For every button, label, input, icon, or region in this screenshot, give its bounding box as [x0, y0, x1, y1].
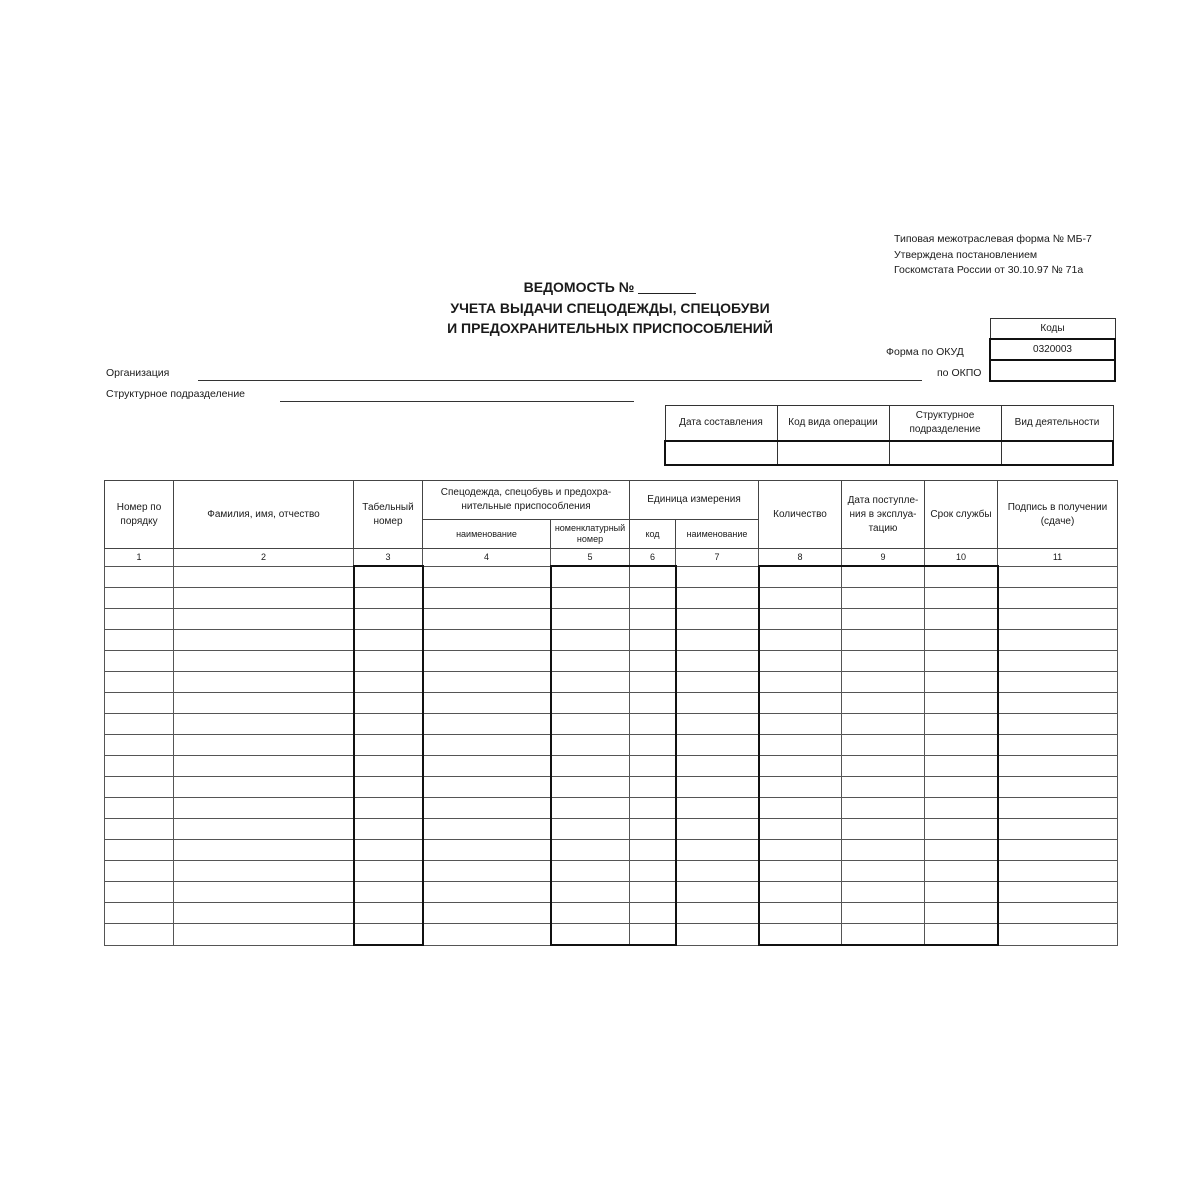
table-cell[interactable] [925, 609, 998, 630]
table-row [105, 756, 1118, 777]
division-label: Структурное подразделение [106, 388, 246, 400]
okud-value[interactable]: 0320003 [990, 339, 1115, 360]
table-cell[interactable] [551, 924, 630, 946]
table-cell[interactable] [354, 756, 423, 777]
header-signature: Подпись в получении (сдаче) [998, 481, 1118, 549]
table-cell[interactable] [423, 903, 551, 924]
meta-value-date[interactable] [665, 441, 777, 465]
table-cell[interactable] [842, 798, 925, 819]
table-cell[interactable] [354, 840, 423, 861]
table-row [105, 735, 1118, 756]
table-cell[interactable] [676, 672, 759, 693]
table-cell[interactable] [925, 651, 998, 672]
table-cell[interactable] [174, 609, 354, 630]
header-unit-name: наименование [676, 520, 759, 549]
table-cell[interactable] [423, 756, 551, 777]
table-cell[interactable] [423, 588, 551, 609]
table-cell[interactable] [842, 756, 925, 777]
column-number: 9 [842, 549, 925, 567]
table-cell[interactable] [630, 651, 676, 672]
table-cell[interactable] [925, 798, 998, 819]
document-number-field[interactable] [638, 279, 696, 294]
column-number: 7 [676, 549, 759, 567]
table-cell[interactable] [551, 840, 630, 861]
form-note-line3: Госкомстата России от 30.10.97 № 71а [894, 264, 1084, 276]
meta-header-activity: Вид деятельности [1001, 406, 1113, 442]
table-cell[interactable] [551, 714, 630, 735]
table-row [105, 566, 1118, 588]
table-cell[interactable] [105, 672, 174, 693]
header-quantity: Количество [759, 481, 842, 549]
table-cell[interactable] [998, 882, 1118, 903]
table-row [105, 609, 1118, 630]
table-cell[interactable] [105, 882, 174, 903]
table-cell[interactable] [423, 840, 551, 861]
main-table [104, 480, 1118, 946]
table-cell[interactable] [354, 588, 423, 609]
table-cell[interactable] [174, 903, 354, 924]
table-cell[interactable] [676, 903, 759, 924]
table-cell[interactable] [998, 735, 1118, 756]
table-cell[interactable] [759, 756, 842, 777]
title-line1: ВЕДОМОСТЬ № [523, 279, 635, 295]
table-cell[interactable] [998, 651, 1118, 672]
table-cell[interactable] [925, 756, 998, 777]
table-row [105, 714, 1118, 735]
table-cell[interactable] [998, 798, 1118, 819]
table-cell[interactable] [759, 566, 842, 588]
table-cell[interactable] [759, 714, 842, 735]
table-cell[interactable] [925, 777, 998, 798]
table-cell[interactable] [105, 566, 174, 588]
table-cell[interactable] [998, 840, 1118, 861]
header-full-name: Фамилия, имя, отчество [174, 481, 354, 549]
form-note-line2: Утверждена постановлением [894, 248, 1038, 261]
table-cell[interactable] [174, 861, 354, 882]
table-cell[interactable] [423, 651, 551, 672]
table-cell[interactable] [676, 840, 759, 861]
table-cell[interactable] [676, 651, 759, 672]
table-row [105, 798, 1118, 819]
table-cell[interactable] [105, 840, 174, 861]
table-cell[interactable] [925, 924, 998, 946]
table-cell[interactable] [105, 693, 174, 714]
table-cell[interactable] [842, 924, 925, 946]
column-number: 5 [551, 549, 630, 567]
table-cell[interactable] [925, 566, 998, 588]
table-cell[interactable] [105, 798, 174, 819]
header-clothing-name: наименование [423, 520, 551, 549]
form-note-line1: Типовая межотраслевая форма № МБ-7 [894, 233, 1092, 245]
table-cell[interactable] [551, 798, 630, 819]
table-cell[interactable] [551, 693, 630, 714]
column-number: 4 [423, 549, 551, 567]
table-row [105, 861, 1118, 882]
table-cell[interactable] [759, 819, 842, 840]
table-row [105, 882, 1118, 903]
table-cell[interactable] [676, 588, 759, 609]
organization-label: Организация [106, 367, 170, 379]
header-unit-code: код [630, 520, 676, 549]
table-cell[interactable] [630, 693, 676, 714]
column-number: 6 [630, 549, 676, 567]
table-cell[interactable] [551, 819, 630, 840]
table-cell[interactable] [925, 819, 998, 840]
table-cell[interactable] [630, 903, 676, 924]
meta-header-date: Дата составления [665, 406, 777, 442]
meta-value-division[interactable] [889, 441, 1001, 465]
table-cell[interactable] [630, 672, 676, 693]
table-cell[interactable] [551, 566, 630, 588]
table-cell[interactable] [551, 588, 630, 609]
table-cell[interactable] [925, 735, 998, 756]
table-cell[interactable] [423, 924, 551, 946]
table-cell[interactable] [759, 882, 842, 903]
table-cell[interactable] [998, 693, 1118, 714]
table-cell[interactable] [354, 861, 423, 882]
table-cell[interactable] [354, 798, 423, 819]
table-cell[interactable] [105, 651, 174, 672]
table-cell[interactable] [105, 861, 174, 882]
table-cell[interactable] [423, 672, 551, 693]
column-number: 1 [105, 549, 174, 567]
form-note [894, 232, 1092, 279]
table-cell[interactable] [174, 651, 354, 672]
table-cell[interactable] [551, 882, 630, 903]
table-cell[interactable] [630, 819, 676, 840]
table-cell[interactable] [423, 777, 551, 798]
table-cell[interactable] [630, 756, 676, 777]
table-cell[interactable] [174, 566, 354, 588]
table-cell[interactable] [423, 861, 551, 882]
okpo-value[interactable] [990, 360, 1115, 381]
table-cell[interactable] [630, 798, 676, 819]
table-cell[interactable] [842, 735, 925, 756]
table-cell[interactable] [105, 903, 174, 924]
table-cell[interactable] [759, 672, 842, 693]
table-cell[interactable] [423, 735, 551, 756]
table-row [105, 588, 1118, 609]
meta-value-activity[interactable] [1001, 441, 1113, 465]
table-cell[interactable] [759, 588, 842, 609]
table-cell[interactable] [842, 630, 925, 651]
table-cell[interactable] [105, 735, 174, 756]
table-cell[interactable] [925, 861, 998, 882]
document-title [380, 279, 840, 295]
table-cell[interactable] [354, 903, 423, 924]
column-number: 3 [354, 549, 423, 567]
table-cell[interactable] [354, 566, 423, 588]
meta-value-operation-code[interactable] [777, 441, 889, 465]
table-cell[interactable] [925, 840, 998, 861]
table-cell[interactable] [174, 924, 354, 946]
table-cell[interactable] [676, 566, 759, 588]
table-row [105, 630, 1118, 651]
table-cell[interactable] [551, 630, 630, 651]
table-cell[interactable] [759, 630, 842, 651]
table-cell[interactable] [423, 693, 551, 714]
table-cell[interactable] [998, 588, 1118, 609]
table-cell[interactable] [759, 924, 842, 946]
table-cell[interactable] [676, 924, 759, 946]
table-cell[interactable] [998, 630, 1118, 651]
table-cell[interactable] [630, 882, 676, 903]
header-service-term: Срок службы [925, 481, 998, 549]
table-cell[interactable] [925, 672, 998, 693]
table-cell[interactable] [676, 693, 759, 714]
okpo-label: по ОКПО [937, 367, 982, 379]
table-cell[interactable] [925, 630, 998, 651]
table-cell[interactable] [354, 714, 423, 735]
header-clothing-nomenclature: номенклатурный номер [551, 520, 630, 549]
table-cell[interactable] [842, 651, 925, 672]
table-cell[interactable] [174, 882, 354, 903]
table-cell[interactable] [842, 672, 925, 693]
table-cell[interactable] [423, 609, 551, 630]
table-cell[interactable] [842, 609, 925, 630]
table-row [105, 672, 1118, 693]
table-cell[interactable] [174, 840, 354, 861]
table-cell[interactable] [174, 630, 354, 651]
table-cell[interactable] [925, 693, 998, 714]
table-cell[interactable] [174, 672, 354, 693]
header-clothing: Спецодежда, спецобувь и предохра-нительные приспособления [423, 481, 630, 520]
okud-label: Форма по ОКУД [886, 346, 964, 358]
title-line2: УЧЕТА ВЫДАЧИ СПЕЦОДЕЖДЫ, СПЕЦОБУВИ [450, 300, 770, 316]
table-cell[interactable] [842, 840, 925, 861]
table-cell[interactable] [759, 861, 842, 882]
table-cell[interactable] [842, 566, 925, 588]
table-cell[interactable] [354, 693, 423, 714]
table-cell[interactable] [759, 798, 842, 819]
table-cell[interactable] [998, 924, 1118, 946]
table-cell[interactable] [759, 693, 842, 714]
table-cell[interactable] [630, 588, 676, 609]
table-cell[interactable] [354, 924, 423, 946]
table-cell[interactable] [998, 777, 1118, 798]
table-cell[interactable] [998, 756, 1118, 777]
table-cell[interactable] [998, 714, 1118, 735]
table-cell[interactable] [105, 756, 174, 777]
table-cell[interactable] [174, 819, 354, 840]
meta-table [664, 405, 1114, 466]
table-cell[interactable] [423, 566, 551, 588]
table-row [105, 651, 1118, 672]
table-cell[interactable] [925, 903, 998, 924]
table-cell[interactable] [174, 798, 354, 819]
table-cell[interactable] [174, 693, 354, 714]
table-cell[interactable] [630, 861, 676, 882]
table-row [105, 819, 1118, 840]
table-cell[interactable] [842, 588, 925, 609]
table-cell[interactable] [174, 714, 354, 735]
table-cell[interactable] [925, 714, 998, 735]
table-cell[interactable] [354, 882, 423, 903]
table-cell[interactable] [676, 798, 759, 819]
table-cell[interactable] [423, 714, 551, 735]
table-cell[interactable] [105, 609, 174, 630]
division-field[interactable] [280, 401, 634, 402]
title-line3: И ПРЕДОХРАНИТЕЛЬНЫХ ПРИСПОСОБЛЕНИЙ [447, 320, 773, 336]
column-number: 8 [759, 549, 842, 567]
table-cell[interactable] [630, 777, 676, 798]
table-cell[interactable] [551, 777, 630, 798]
table-cell[interactable] [174, 735, 354, 756]
column-number: 10 [925, 549, 998, 567]
table-row [105, 903, 1118, 924]
codes-table [989, 318, 1116, 382]
table-cell[interactable] [842, 861, 925, 882]
column-number: 11 [998, 549, 1118, 567]
header-row-number: Номер по порядку [105, 481, 174, 549]
column-number: 2 [174, 549, 354, 567]
table-cell[interactable] [998, 861, 1118, 882]
table-cell[interactable] [551, 861, 630, 882]
codes-header: Коды [990, 319, 1115, 340]
header-tab-number: Табельный номер [354, 481, 423, 549]
table-cell[interactable] [998, 819, 1118, 840]
table-cell[interactable] [105, 777, 174, 798]
table-cell[interactable] [105, 819, 174, 840]
table-cell[interactable] [998, 609, 1118, 630]
table-cell[interactable] [105, 924, 174, 946]
table-cell[interactable] [842, 903, 925, 924]
table-cell[interactable] [551, 903, 630, 924]
table-cell[interactable] [174, 588, 354, 609]
column-numbers-row [105, 549, 1118, 567]
table-cell[interactable] [925, 588, 998, 609]
table-cell[interactable] [423, 798, 551, 819]
table-cell[interactable] [354, 777, 423, 798]
table-cell[interactable] [759, 777, 842, 798]
table-cell[interactable] [759, 609, 842, 630]
table-cell[interactable] [630, 924, 676, 946]
table-cell[interactable] [551, 735, 630, 756]
table-cell[interactable] [630, 630, 676, 651]
meta-header-operation-code: Код вида операции [777, 406, 889, 442]
table-cell[interactable] [551, 756, 630, 777]
table-cell[interactable] [354, 630, 423, 651]
table-cell[interactable] [630, 566, 676, 588]
table-cell[interactable] [423, 630, 551, 651]
table-cell[interactable] [759, 840, 842, 861]
table-cell[interactable] [354, 819, 423, 840]
table-cell[interactable] [925, 882, 998, 903]
table-cell[interactable] [354, 735, 423, 756]
header-unit: Единица измерения [630, 481, 759, 520]
table-row [105, 693, 1118, 714]
table-cell[interactable] [423, 882, 551, 903]
table-cell[interactable] [759, 735, 842, 756]
table-cell[interactable] [551, 672, 630, 693]
table-cell[interactable] [676, 819, 759, 840]
table-cell[interactable] [676, 861, 759, 882]
table-cell[interactable] [842, 777, 925, 798]
table-cell[interactable] [630, 840, 676, 861]
table-cell[interactable] [998, 903, 1118, 924]
table-row [105, 840, 1118, 861]
table-cell[interactable] [842, 819, 925, 840]
table-cell[interactable] [759, 651, 842, 672]
table-cell[interactable] [676, 714, 759, 735]
table-cell[interactable] [105, 714, 174, 735]
table-cell[interactable] [174, 756, 354, 777]
table-cell[interactable] [842, 882, 925, 903]
table-cell[interactable] [551, 651, 630, 672]
table-cell[interactable] [676, 777, 759, 798]
table-cell[interactable] [551, 609, 630, 630]
table-cell[interactable] [759, 903, 842, 924]
table-cell[interactable] [842, 714, 925, 735]
table-cell[interactable] [842, 693, 925, 714]
table-row [105, 777, 1118, 798]
meta-header-division: Структурное подразделение [889, 406, 1001, 442]
table-cell[interactable] [676, 735, 759, 756]
table-cell[interactable] [354, 672, 423, 693]
table-cell[interactable] [676, 609, 759, 630]
table-cell[interactable] [423, 819, 551, 840]
table-cell[interactable] [630, 609, 676, 630]
table-cell[interactable] [998, 672, 1118, 693]
table-cell[interactable] [676, 630, 759, 651]
table-cell[interactable] [630, 714, 676, 735]
table-cell[interactable] [174, 777, 354, 798]
table-cell[interactable] [998, 566, 1118, 588]
table-cell[interactable] [105, 588, 174, 609]
table-cell[interactable] [630, 735, 676, 756]
table-cell[interactable] [354, 651, 423, 672]
table-cell[interactable] [105, 630, 174, 651]
table-row [105, 924, 1118, 946]
table-cell[interactable] [676, 756, 759, 777]
organization-field[interactable] [198, 380, 922, 381]
header-date-commission: Дата поступле-ния в эксплуа-тацию [842, 481, 925, 549]
table-cell[interactable] [676, 882, 759, 903]
table-cell[interactable] [354, 609, 423, 630]
